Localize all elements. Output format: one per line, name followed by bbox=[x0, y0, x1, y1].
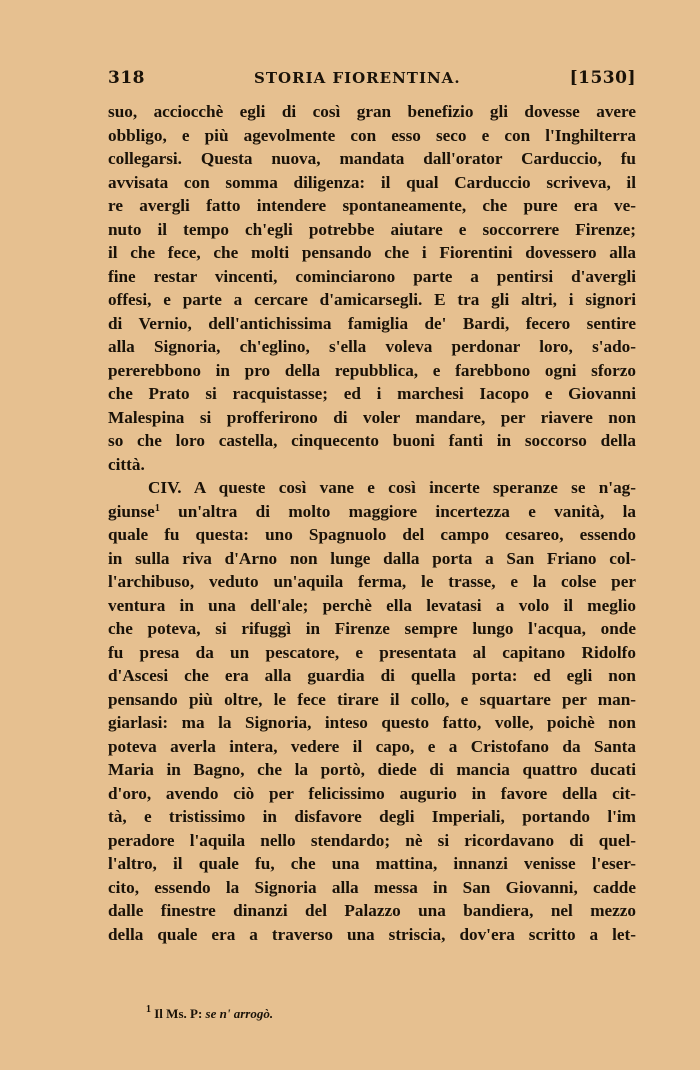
running-head bbox=[108, 64, 636, 92]
text-line bbox=[108, 500, 636, 524]
text-line: fine restar vincenti, cominciarono parte a pentirsi d'avergli bbox=[108, 266, 636, 286]
text-line: in sulla riva d'Arno non lunge dalla porta a San Friano col- bbox=[108, 548, 636, 568]
text-line: di Vernio, dell'antichissima famiglia de' Bardi, fecero sentire bbox=[108, 313, 636, 333]
text-line: tà, e tristissimo in disfavore degli Imperiali, portando l'im bbox=[108, 807, 636, 826]
text-line: d'Ascesi che era alla guardia di quella porta: ed egli non bbox=[108, 666, 636, 685]
text-fragment: giunse bbox=[108, 501, 155, 521]
footnote-mark: 1 bbox=[154, 502, 160, 514]
text-fragment: un'altra di molto maggiore incertezza e vanità, la bbox=[159, 501, 636, 521]
text-line: offesi, e parte a cercare d'amicarsegli. E tra gli altri, i signori bbox=[108, 290, 636, 309]
footnote-mark: 1 bbox=[146, 1004, 151, 1015]
text-line: collegarsi. Questa nuova, mandata dall'orator Carduccio, fu bbox=[108, 149, 636, 168]
text-line: l'archibuso, veduto un'aquila ferma, le trasse, e la colse per bbox=[108, 572, 636, 591]
text-line: quale fu questa: uno Spagnuolo del campo cesareo, essendo bbox=[108, 525, 636, 544]
paragraph-1 bbox=[108, 100, 636, 476]
year-bracket: [1530] bbox=[569, 68, 636, 88]
text-line: della quale era a traverso una striscia, dov'era scritto a let- bbox=[108, 924, 636, 944]
body-text bbox=[108, 100, 636, 946]
text-line: d'oro, avendo ciò per felicissimo augurio in favore della cit- bbox=[108, 783, 636, 803]
text-line: peradore l'aquila nello stendardo; nè si ricordavano di quel- bbox=[108, 830, 636, 850]
text-line: che Prato si racquistasse; ed i marchesi Iacopo e Giovanni bbox=[108, 384, 636, 403]
footnote-italic: se n' arrogò. bbox=[205, 1006, 274, 1021]
text-line: avvisata con somma diligenza: il qual Carduccio scriveva, il bbox=[108, 172, 636, 192]
footnote bbox=[146, 1006, 273, 1022]
text-line: poteva averla intera, vedere il capo, e a Cristofano da Santa bbox=[108, 736, 636, 756]
text-line: so che loro castella, cinquecento buoni fanti in soccorso della bbox=[108, 431, 636, 450]
text-line: nuto il tempo ch'egli potrebbe aiutare e soccorrere Firenze; bbox=[108, 219, 636, 239]
text-line: città. bbox=[108, 454, 145, 474]
text-line: pererebbono in pro della repubblica, e farebbono ogni sforzo bbox=[108, 360, 636, 380]
text-line: alla Signoria, ch'eglino, s'ella voleva perdonar loro, s'ado- bbox=[108, 337, 636, 356]
text-line: CIV. A queste così vane e così incerte speranze se n'ag- bbox=[148, 478, 636, 497]
paragraph-2 bbox=[108, 476, 636, 946]
text-line: re avergli fatto intendere spontaneamente, che pure era ve- bbox=[108, 196, 636, 215]
running-title: STORIA FIORENTINA. bbox=[254, 69, 461, 87]
footnote-text: Il Ms. P: bbox=[151, 1006, 206, 1021]
text-line: che poteva, si rifuggì in Firenze sempre lungo l'acqua, onde bbox=[108, 619, 636, 638]
text-line: il che fece, che molti pensando che i Fiorentini dovessero alla bbox=[108, 243, 636, 262]
text-line: l'altro, il quale fu, che una mattina, innanzi venisse l'eser- bbox=[108, 854, 636, 873]
page-body bbox=[108, 64, 636, 946]
text-line: dalle finestre dinanzi del Palazzo una bandiera, nel mezzo bbox=[108, 901, 636, 920]
text-line: pensando più oltre, le fece tirare il collo, e squartare per man- bbox=[108, 689, 636, 709]
text-line: obbligo, e più agevolmente con esso seco e con l'Inghilterra bbox=[108, 125, 636, 145]
text-line: Malespina si profferirono di voler mandare, per riavere non bbox=[108, 407, 636, 427]
paragraph-2-lines bbox=[108, 523, 636, 946]
text-line: suo, acciocchè egli di così gran benefizio gli dovesse avere bbox=[108, 102, 636, 121]
text-line: Maria in Bagno, che la portò, diede di mancia quattro ducati bbox=[108, 760, 636, 779]
page-number: 318 bbox=[108, 68, 145, 88]
text-line: ventura in una dell'ale; perchè ella levatasi a volo il meglio bbox=[108, 595, 636, 615]
text-line: cito, essendo la Signoria alla messa in San Giovanni, cadde bbox=[108, 877, 636, 897]
text-line: giarlasi: ma la Signoria, inteso questo fatto, volle, poichè non bbox=[108, 713, 636, 732]
text-line: fu presa da un pescatore, e presentata al capitano Ridolfo bbox=[108, 642, 636, 662]
